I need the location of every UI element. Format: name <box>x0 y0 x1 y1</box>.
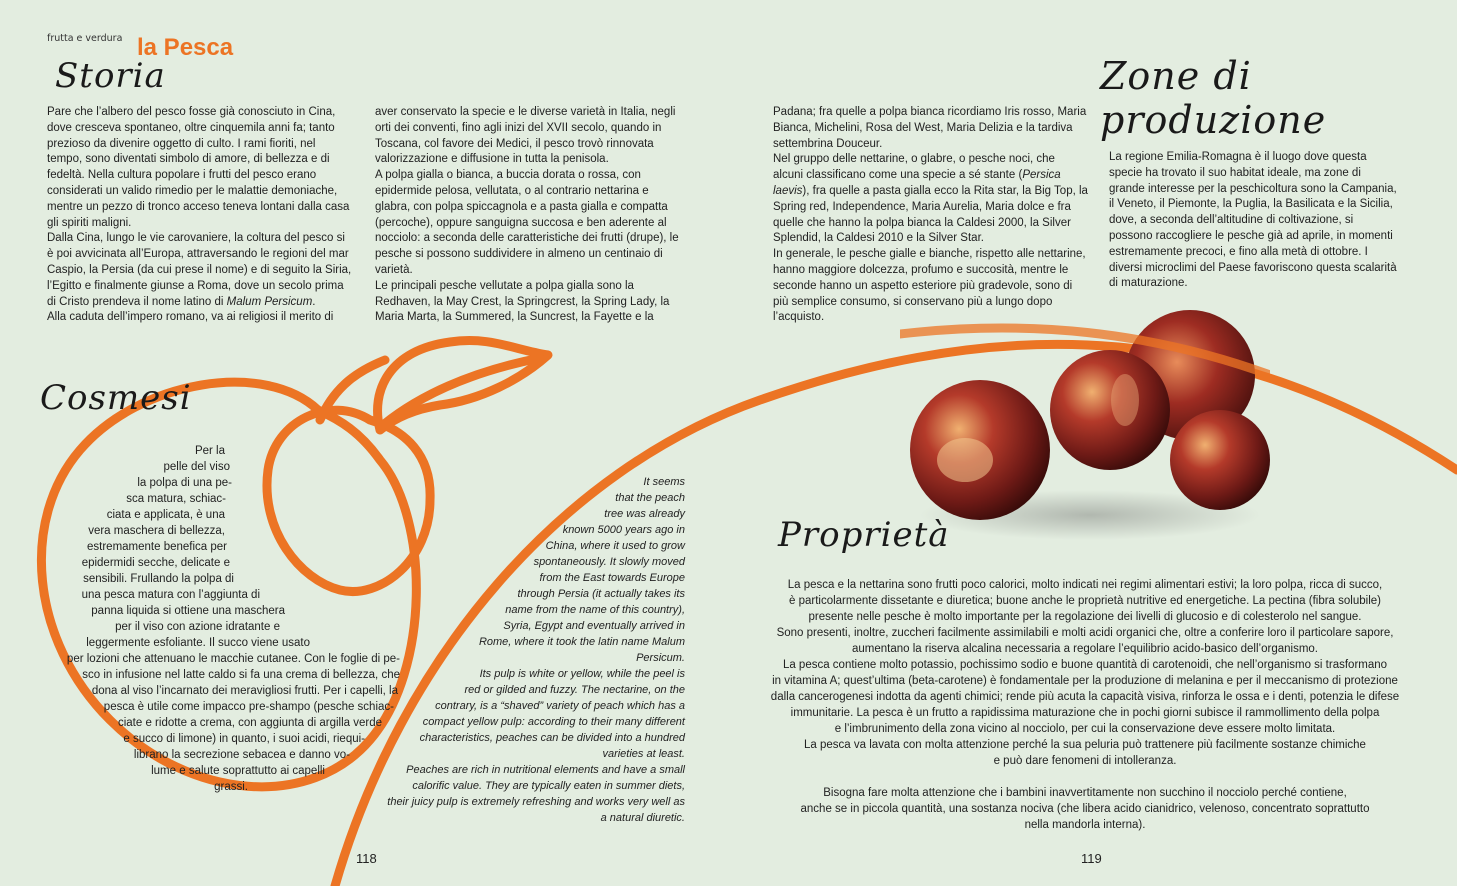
peach-middle <box>1050 350 1170 470</box>
text-line: La pesca va lavata con molta attenzione perché la sua peluria può trattenere più facilmente sostanze chimiche <box>804 739 1366 751</box>
text-line: leggermente esfoliante. Il succo viene usato <box>86 637 310 649</box>
page-title: la Pesca <box>137 34 234 61</box>
stem <box>320 360 385 420</box>
text-line: pesca è utile come impacco pre-shampo (pesche schiac- <box>103 701 394 713</box>
zone-text <box>1109 150 1399 292</box>
text-line: lume e salute soprattutto ai capelli <box>151 765 325 777</box>
storia-column-1 <box>47 105 352 326</box>
storia-column-2 <box>375 105 680 326</box>
page-number-right: 119 <box>1081 851 1102 866</box>
text-line: varieties at least. <box>602 748 685 760</box>
text-line: Persicum. <box>636 652 685 664</box>
text-line: nella mandorla interna). <box>1024 819 1146 831</box>
section-kicker: frutta e verdura <box>47 33 123 44</box>
paragraph: aver conservato la specie e le diverse varietà in Italia, negli orti dei conventi, fino agli inizi del XVII secolo, quando in Toscana, col favore dei Medici, il pesco trovò rinnovata valorizzazione e diffusione in tutta la penisola. <box>375 106 676 166</box>
text-line: Peaches are rich in nutritional elements and have a small <box>406 764 685 776</box>
paragraph: La regione Emilia-Romagna è il luogo dove questa specie ha trovato il suo habitat ideale, ma zone di grande interesse per la peschicoltura sono la Campania, il Veneto, il Piemonte, la Puglia, la Basilicata e la Sicilia, dove, a seconda dell’altitudine di coltivazione, si possono raccogliere le pesche già ad aprile, in momenti estremamente precoci, e fino alla metà di ottobre. I diversi microclimi del Paese favoriscono questa scalarità di maturazione. <box>1109 151 1397 290</box>
leaf-vein <box>383 358 540 425</box>
text-line: dalla cancerogenesi indotta da agenti chimici; rende più acuta la capacità visiva, rinforza le ossa e i denti, potenzia le difese <box>770 691 1400 703</box>
text-line: Syria, Egypt and eventually arrived in <box>503 620 685 632</box>
text-line: La pesca contiene molto potassio, pochissimo sodio e buone quantità di carotenoidi, che nell’organismo si trasformano <box>782 659 1388 671</box>
text-line: estremamente benefica per <box>87 541 227 553</box>
heading-proprieta: Proprietà <box>778 515 950 555</box>
text-line: sco in infusione nel latte caldo si fa una crema di bellezza, che <box>82 669 400 681</box>
text-line: immunitarie. La pesca è un frutto a rapidissima maturazione che in pochi giorni subisce il rammollimento della polpa <box>790 707 1380 719</box>
paragraph: Alla caduta dell’impero romano, va ai religiosi il merito di <box>47 311 334 324</box>
heading-zone-di-produzione: Zone di produzione <box>1100 54 1327 142</box>
text-line: ciate e ridotte a crema, con aggiunta di argilla verde <box>117 717 382 729</box>
storia-column-3 <box>773 105 1088 326</box>
proprieta-text <box>760 577 1410 833</box>
text-line: from the East towards Europe <box>539 572 685 584</box>
text-line: red or gilded and fuzzy. The nectarine, on the <box>464 684 685 696</box>
text-line: Per la <box>194 445 225 457</box>
paragraph: In generale, le pesche gialle e bianche, rispetto alle nettarine, hanno maggiore dolcezza, profumo e succosità, mentre le seconde hanno un aspetto esteriore più gradevole, sono di più semplice consumo, si conservano più a lungo dopo l’acquisto. <box>773 248 1086 324</box>
text-line: dona al viso l’incarnato dei meravigliosi frutti. Per i capelli, la <box>91 685 398 697</box>
cosmesi-text <box>50 443 410 795</box>
text-line: sca matura, schiac- <box>126 493 226 505</box>
text-line: epidermidi secche, delicate e <box>81 557 230 569</box>
text-line: vera maschera di bellezza, <box>88 525 225 537</box>
text-line: presente nelle pesche è molto importante per la regolazione dei livelli di glucosio e di colesterolo nel sangue. <box>808 611 1362 623</box>
text-line: known 5000 years ago in <box>562 524 685 536</box>
text-line: panna liquida si ottiene una maschera <box>91 605 285 617</box>
paragraph: Pare che l’albero del pesco fosse già conosciuto in Cina, dove cresceva spontaneo, oltre cinquemila anni fa; tanto prezioso da divenire oggetto di culto. I rami fioriti, nel tempo, sono diventati simbolo di amore, di bellezza e di fedeltà. Nella cultura popolare i frutti del pesco erano considerati un valido rimedio per le malattie demoniache, mentre un pezzo di tronco acceso teneva lontani dalla casa gli spiriti maligni. <box>47 106 350 229</box>
text-line: grassi. <box>214 781 248 793</box>
text-line: characteristics, peaches can be divided into a hundred <box>419 732 685 744</box>
text-line: la polpa di una pe- <box>137 477 232 489</box>
text-line: China, where it used to grow <box>545 540 685 552</box>
heading-storia: Storia <box>55 56 166 96</box>
peaches-photo <box>900 300 1270 540</box>
leaf <box>378 341 548 430</box>
paragraph: Le principali pesche vellutate a polpa gialla sono la Redhaven, la May Crest, la Springcrest, la Spring Lady, la Maria Marta, la Summered, la Suncrest, la Fayette e la <box>375 279 670 324</box>
text-line: una pesca matura con l’aggiunta di <box>81 589 260 601</box>
english-summary <box>380 474 685 826</box>
text-line: aumentano la riserva alcalina necessaria a regolare l’equilibrio acido-basico dell’organismo. <box>851 643 1318 655</box>
text-line: Bisogna fare molta attenzione che i bambini inavvertitamente non succhino il nocciolo perché contiene, <box>823 787 1347 799</box>
heading-cosmesi: Cosmesi <box>40 378 192 418</box>
text-line: Its pulp is white or yellow, while the peel is <box>479 668 685 680</box>
text-line: calorific value. They are typically eaten in summer diets, <box>412 780 685 792</box>
text-line: spontaneously. It slowly moved <box>533 556 685 568</box>
text-line: per il viso con azione idratante e <box>115 621 280 633</box>
text-line: It seems <box>643 476 685 488</box>
text-line: in vitamina A; quest’ultima (beta-carotene) è fondamentale per la produzione di melanina e per il meccanismo di protezione <box>772 675 1398 687</box>
text-line: anche se in piccola quantità, una sostanza nociva (che libera acido cianidrico, velenoso, concentrato soprattutto <box>800 803 1370 815</box>
text-line: sensibili. Frullando la polpa di <box>83 573 234 585</box>
text-line: through Persia (it actually takes its <box>517 588 685 600</box>
paragraph: Padana; fra quelle a polpa bianca ricordiamo Iris rosso, Maria Bianca, Michelini, Rosa del West, Maria Delizia e la tardiva settembrina Douceur. <box>773 106 1087 150</box>
text-line: librano la secrezione sebacea e danno vo- <box>133 749 350 761</box>
text-line: tree was already <box>604 508 685 520</box>
text-line: contrary, is a “shaved” variety of peach which has a <box>435 700 685 712</box>
text-line: è particolarmente dissetante e diuretica; buone anche le proprietà nutritive ed energetiche. La pectina (fibra solubile) <box>789 595 1381 607</box>
text-line: per lozioni che attenuano le macchie cutanee. Con le foglie di pe- <box>66 653 400 665</box>
paragraph: Nel gruppo delle nettarine, o glabre, o pesche noci, che alcuni classificano come una specie a sé stante (Persica laevis), fra quelle a pasta gialla ecco la Rita star, la Big Top, la Spring red, Independence, Maria Aurelia, Maria dolce e fra quelle che hanno la polpa bianca la Caldesi 2000, la Silver Splendid, la Caldesi 2010 e la Silver Star. <box>773 153 1088 245</box>
paragraph: Dalla Cina, lungo le vie carovaniere, la coltura del pesco si è poi avvicinata all’Europa, attraversando le regioni del mar Caspio, la Persia (da cui prese il nome) e di seguito la Siria, l’Egitto e finalmente giunse a Roma, dove un secolo prima di Cristo prendeva il nome latino di Malum Persicum. <box>47 232 352 308</box>
text-line: Rome, where it took the latin name Malum <box>478 636 685 648</box>
page-number-left: 118 <box>356 851 377 866</box>
peach-right-front <box>1170 410 1270 510</box>
text-line: a natural diuretic. <box>600 812 685 824</box>
text-line: name from the name of this country), <box>505 604 685 616</box>
text-line: compact yellow pulp: according to their many different <box>422 716 685 728</box>
text-line: that the peach <box>615 492 685 504</box>
text-line: pelle del viso <box>163 461 230 473</box>
text-line: Sono presenti, inoltre, zuccheri facilmente assimilabili e molti acidi organici che, oltre a conferire loro il particolare sapore, <box>776 627 1394 639</box>
text-line: La pesca e la nettarina sono frutti poco calorici, molto indicati nei regimi alimentari estivi; la loro polpa, ricca di succo, <box>787 579 1383 591</box>
text-line: e succo di limone) in quanto, i suoi acidi, riequi- <box>123 733 365 745</box>
paragraph: A polpa gialla o bianca, a buccia dorata o rossa, con epidermide pelosa, vellutata, o al contrario nettarina e glabra, con polpa spiccagnola e a pasta gialla e compatta (percoche), oppure sanguigna succosa e ben aderente al nocciolo: a seconda delle caratteristiche dei frutti (drupe), le pesche si possono suddividere in almeno un centinaio di varietà. <box>375 169 679 276</box>
text-line: their juicy pulp is extremely refreshing and works very well as <box>387 796 685 808</box>
text-line: ciata e applicata, è una <box>106 509 225 521</box>
text-line: e può dare fenomeni di intolleranza. <box>993 755 1177 767</box>
text-line: e l’imbrunimento della zona vicino al nocciolo, per cui la conservazione deve essere molto limitata. <box>834 723 1336 735</box>
